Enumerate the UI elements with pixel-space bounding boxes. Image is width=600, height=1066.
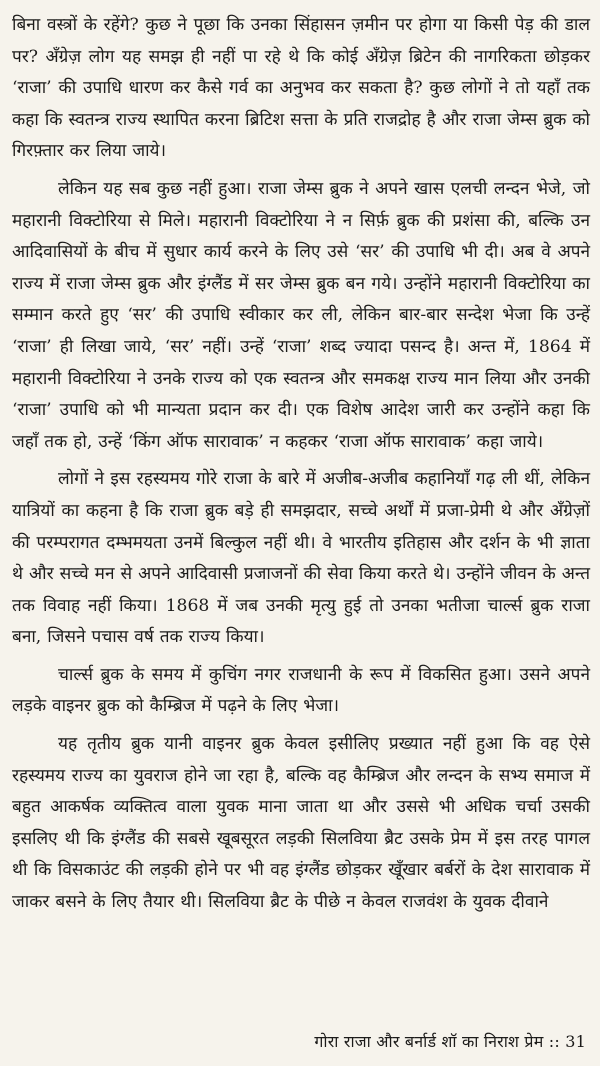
paragraph-5: यह तृतीय ब्रुक यानी वाइनर ब्रुक केवल इसीलिए प्रख्यात नहीं हुआ कि वह ऐसे रहस्यमय राज्य का युवराज होने जा रहा है, बल्कि वह कैम्ब्रिज और लन्दन के सभ्य समाज में बहुत आकर्षक व्यक्तित्व वाला युवक माना जाता था और उससे भी अधिक चर्चा उसकी इसलिए थी कि इंग्लैंड की सबसे खूबसूरत लड़की सिलविया ब्रैट उसके प्रेम में इस तरह पागल थी कि विसकाउंट की लड़की होने पर भी वह इंग्लैंड छोड़कर खूँखार बर्बरों के देश सारावाक में जाकर बसने के लिए तैयार थी। सिलविया ब्रैट के पीछे न केवल राजवंश के युवक दीवाने	[12, 734, 590, 913]
paragraph-2: लेकिन यह सब कुछ नहीं हुआ। राजा जेम्स ब्रुक ने अपने खास एलची लन्दन भेजे, जो महारानी विक्टोरिया से मिले। महारानी विक्टोरिया ने न सिर्फ़ ब्रुक की प्रशंसा की, बल्कि उन आदिवासियों के बीच में सुधार कार्य करने के लिए उसे ‘सर’ की उपाधि भी दी। अब वे अपने राज्य में राजा जेम्स ब्रुक और इंग्लैंड में सर जेम्स ब्रुक बन गये। उन्होंने महारानी विक्टोरिया का सम्मान करते हुए ‘सर’ की उपाधि स्वीकार कर ली, लेकिन बार-बार सन्देश भेजा कि उन्हें ‘राजा’ ही लिखा जाये, ‘सर’ नहीं। उन्हें ‘राजा’ शब्द ज्यादा पसन्द है। अन्त में, 1864 में महारानी विक्टोरिया ने उनके राज्य को एक स्वतन्त्र और समकक्ष राज्य मान लिया और उनकी ‘राजा’ उपाधि को भी मान्यता प्रदान कर दी। एक विशेष आदेश जारी कर उन्होंने कहा कि जहाँ तक हो, उन्हें ‘किंग ऑफ सारावाक’ न कहकर ‘राजा ऑफ सारावाक’ कहा जाये।	[12, 178, 590, 452]
paragraph-3: लोगों ने इस रहस्यमय गोरे राजा के बारे में अजीब-अजीब कहानियाँ गढ़ ली थीं, लेकिन यात्रियों का कहना है कि राजा ब्रुक बड़े ही समझदार, सच्चे अर्थों में प्रजा-प्रेमी थे और अँग्रेज़ों की परम्परागत दम्भमयता उनमें बिल्कुल नहीं थी। वे भारतीय इतिहास और दर्शन के भी ज्ञाता थे और सच्चे मन से अपने आदिवासी प्रजाजनों की सेवा किया करते थे। उन्होंने जीवन के अन्त तक विवाह नहीं किया। 1868 में जब उनकी मृत्यु हुई तो उनका भतीजा चार्ल्स ब्रुक राजा बना, जिसने पचास वर्ष तक राज्य किया।	[12, 469, 590, 648]
paragraph-1: बिना वस्त्रों के रहेंगे? कुछ ने पूछा कि उनका सिंहासन ज़मीन पर होगा या किसी पेड़ की डाल पर? अँग्रेज़ लोग यह समझ ही नहीं पा रहे थे कि कोई अँग्रेज़ ब्रिटेन की नागरिकता छोड़कर ‘राजा’ की उपाधि धारण कर कैसे गर्व का अनुभव कर सकता है? कुछ लोगों ने तो यहाँ तक कहा कि स्वतन्त्र राज्य स्थापित करना ब्रिटिश सत्ता के प्रति राजद्रोह है और राजा जेम्स ब्रुक को गिरफ़्तार कर लिया जाये।	[12, 15, 590, 162]
book-page	[12, 10, 590, 1060]
paragraph-4: चार्ल्स ब्रुक के समय में कुचिंग नगर राजधानी के रूप में विकसित हुआ। उसने अपने लड़के वाइनर ब्रुक को कैम्ब्रिज में पढ़ने के लिए भेजा।	[12, 664, 590, 717]
page-footer: गोरा राजा और बर्नार्ड शॉ का निराश प्रेम :: 31	[314, 1032, 586, 1051]
